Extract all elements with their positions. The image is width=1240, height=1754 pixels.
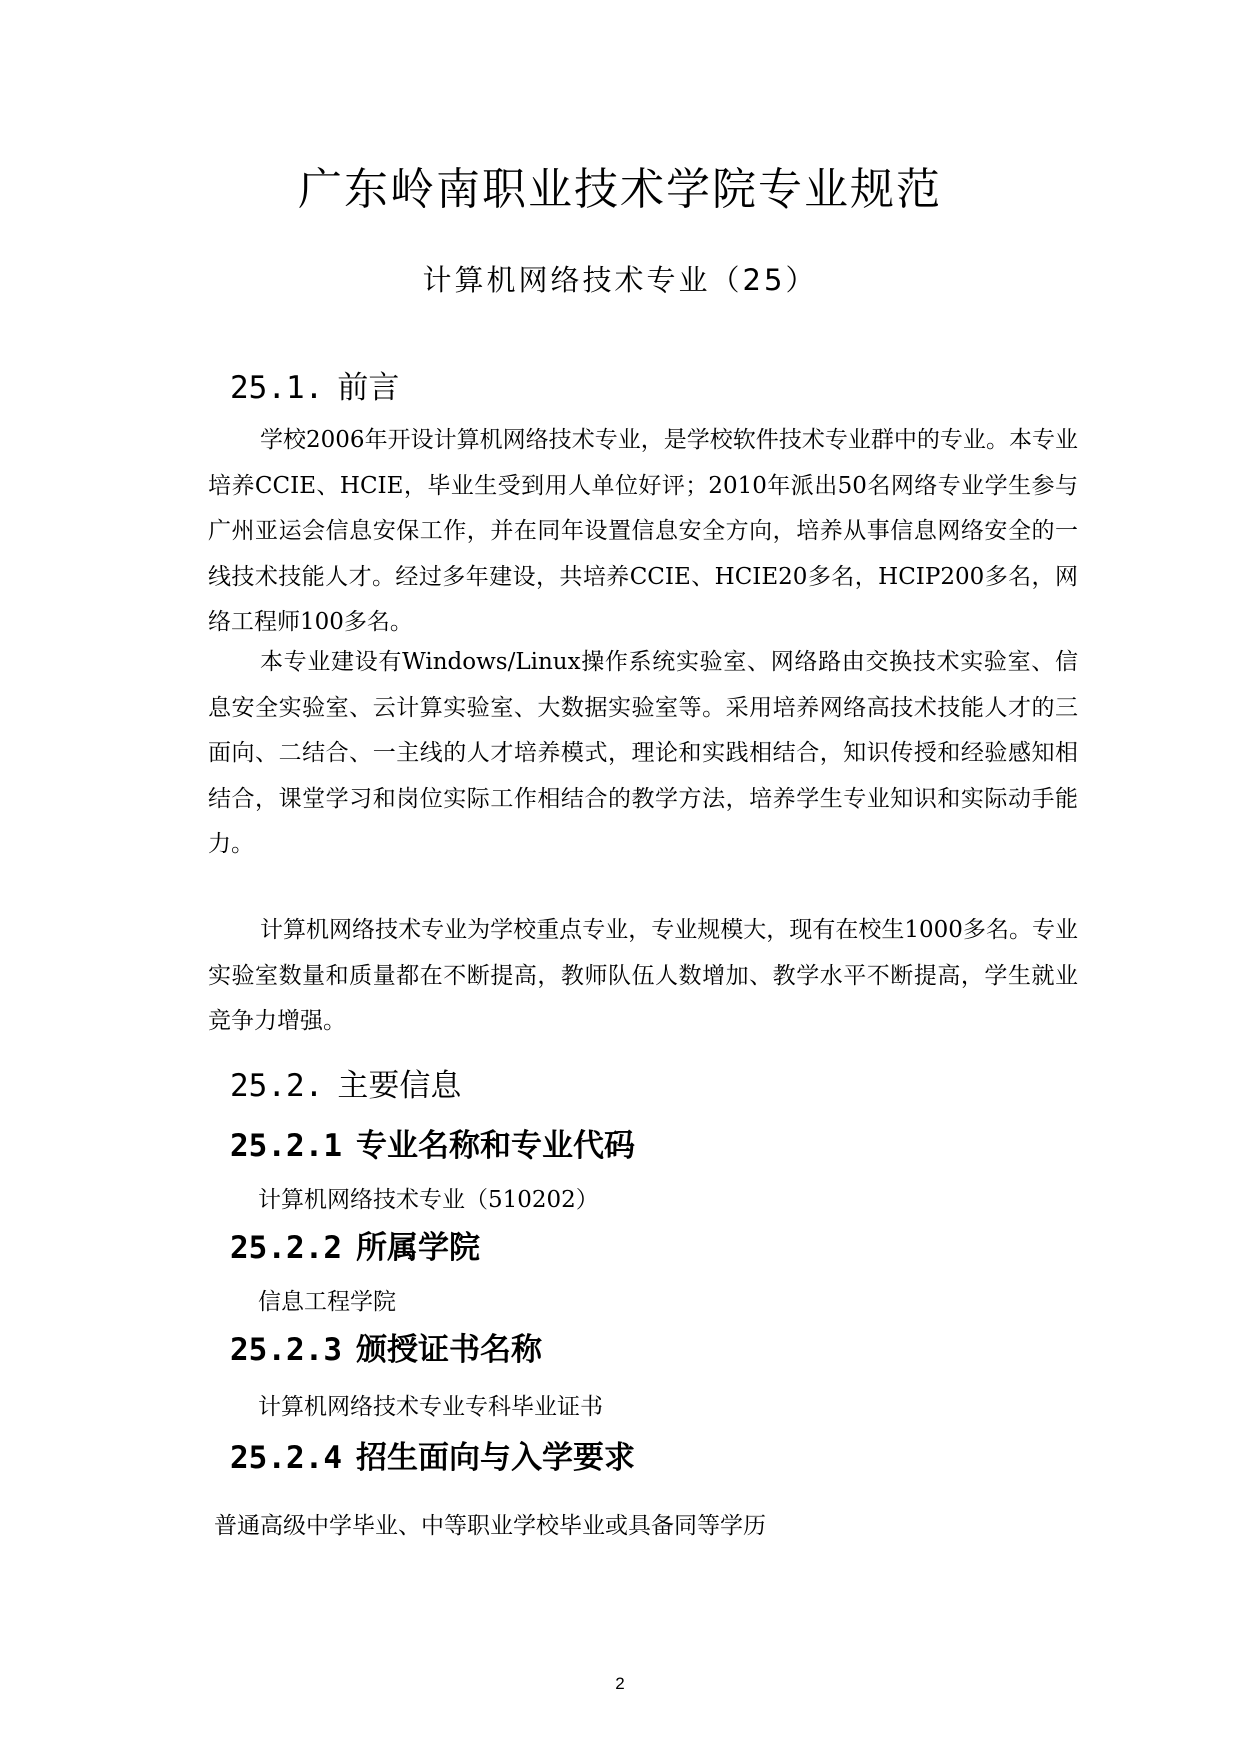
subsection-heading-enrollment bbox=[230, 1436, 635, 1480]
document-subtitle: 计算机网络技术专业（25） bbox=[422, 263, 818, 297]
subsection-heading-college bbox=[230, 1226, 480, 1270]
subsection-title: 专业名称和专业代码 bbox=[355, 1128, 635, 1164]
document-title: 广东岭南职业技术学院专业规范 bbox=[298, 164, 942, 215]
subsection-title: 招生面向与入学要求 bbox=[355, 1440, 635, 1476]
section-title: 前言 bbox=[337, 370, 400, 406]
certificate-name: 计算机网络技术专业专科毕业证书 bbox=[258, 1394, 603, 1420]
subsection-number: 25.2.4 bbox=[230, 1440, 342, 1476]
section-number: 25.1. bbox=[230, 370, 324, 406]
preface-paragraph-2: 本专业建设有Windows/Linux操作系统实验室、网络路由交换技术实验室、信息安全实验室、云计算实验室、大数据实验室等。采用培养网络高技术技能人才的三面向、二结合、一主线的人才培养模式，理论和实践相结合，知识传授和经验感知相结合，课堂学习和岗位实际工作相结合的教学方法，培养学生专业知识和实际动手能力。 bbox=[208, 649, 1078, 857]
subsection-title: 所属学院 bbox=[355, 1230, 480, 1266]
subsection-number: 25.2.1 bbox=[230, 1128, 342, 1164]
subsection-title: 颁授证书名称 bbox=[355, 1332, 542, 1368]
subsection-heading-major-code bbox=[230, 1124, 635, 1168]
page-number: 2 bbox=[615, 1674, 625, 1693]
section-heading-main-info bbox=[230, 1064, 461, 1108]
subsection-heading-certificate bbox=[230, 1328, 542, 1372]
major-name-code: 计算机网络技术专业（510202） bbox=[258, 1187, 599, 1213]
preface-paragraph-1: 学校2006年开设计算机网络技术专业，是学校软件技术专业群中的专业。本专业培养CCIE、HCIE，毕业生受到用人单位好评；2010年派出50名网络专业学生参与广州亚运会信息安保工作，并在同年设置信息安全方向，培养从事信息网络安全的一线技术技能人才。经过多年建设，共培养CCIE、HCIE20多名，HCIP200多名，网络工程师100多名。 bbox=[208, 427, 1078, 635]
subsection-number: 25.2.3 bbox=[230, 1332, 342, 1368]
section-heading-preface bbox=[230, 366, 399, 410]
preface-paragraph-3: 计算机网络技术专业为学校重点专业，专业规模大，现有在校生1000多名。专业实验室数量和质量都在不断提高，教师队伍人数增加、教学水平不断提高，学生就业竞争力增强。 bbox=[208, 917, 1078, 1034]
college-name: 信息工程学院 bbox=[258, 1289, 396, 1315]
enrollment-requirements: 普通高级中学毕业、中等职业学校毕业或具备同等学历 bbox=[214, 1513, 766, 1539]
section-title: 主要信息 bbox=[337, 1068, 462, 1104]
section-number: 25.2. bbox=[230, 1068, 324, 1104]
subsection-number: 25.2.2 bbox=[230, 1230, 342, 1266]
